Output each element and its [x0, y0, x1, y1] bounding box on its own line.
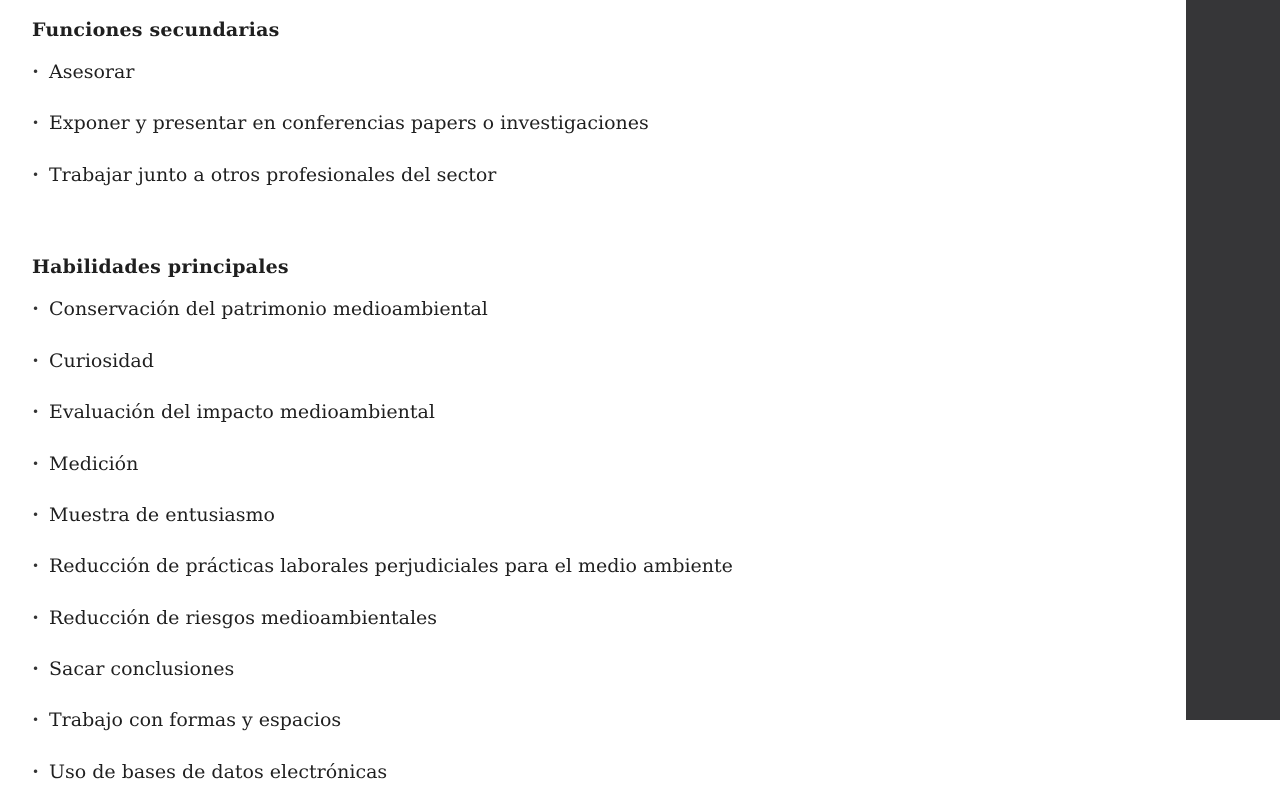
bullet-icon: • — [32, 353, 40, 368]
bullet-icon: • — [32, 764, 40, 779]
bullet-icon: • — [32, 405, 40, 420]
list-item-text: Reducción de prácticas laborales perjudiciales para el medio ambiente — [49, 555, 733, 578]
bullet-icon: • — [32, 507, 40, 522]
list-item-text: Muestra de entusiasmo — [49, 503, 275, 526]
bullet-icon: • — [32, 65, 40, 79]
list-item — [32, 704, 1172, 746]
bullet-icon: • — [32, 662, 40, 677]
list-item — [32, 56, 1172, 98]
list-item — [32, 293, 1172, 335]
list-item-text: Evaluación del impacto medioambiental — [49, 401, 435, 424]
bullet-icon: • — [32, 559, 40, 574]
dark-sidebar-panel — [1186, 0, 1280, 720]
bullet-icon: • — [32, 456, 40, 471]
bullet-icon: • — [32, 713, 40, 728]
section-title-habilidades-principales: Habilidades principales — [32, 256, 289, 279]
list-item — [32, 448, 1172, 490]
list-item — [32, 345, 1172, 387]
bullet-icon: • — [32, 610, 40, 625]
list-item — [32, 756, 1172, 798]
habilidades-principales-list — [32, 293, 1172, 797]
list-item-text: Conservación del patrimonio medioambiental — [49, 298, 488, 321]
list-item-text: Reducción de riesgos medioambientales — [49, 606, 438, 629]
list-item — [32, 602, 1172, 644]
list-item — [32, 396, 1172, 438]
list-item-text: Sacar conclusiones — [49, 658, 235, 681]
bullet-icon: • — [32, 167, 40, 182]
list-item-text: Trabajar junto a otros profesionales del sector — [49, 163, 497, 186]
bullet-icon: • — [32, 302, 40, 317]
list-item-text: Uso de bases de datos electrónicas — [49, 760, 388, 783]
list-item-text: Asesorar — [49, 61, 135, 83]
list-item — [32, 159, 1172, 201]
list-item — [32, 550, 1172, 592]
section-spacer — [32, 200, 1172, 251]
list-item — [32, 107, 1172, 149]
bullet-icon: • — [32, 116, 40, 131]
list-item-text: Curiosidad — [49, 349, 154, 372]
list-item-text: Medición — [49, 452, 139, 475]
list-item-text: Trabajo con formas y espacios — [49, 709, 342, 732]
list-item — [32, 499, 1172, 541]
funciones-secundarias-list — [32, 56, 1172, 200]
list-item — [32, 653, 1172, 695]
list-item-text: Exponer y presentar en conferencias papers o investigaciones — [49, 112, 649, 135]
slide-content — [32, 14, 1172, 798]
section-title-funciones-secundarias: Funciones secundarias — [32, 19, 280, 41]
